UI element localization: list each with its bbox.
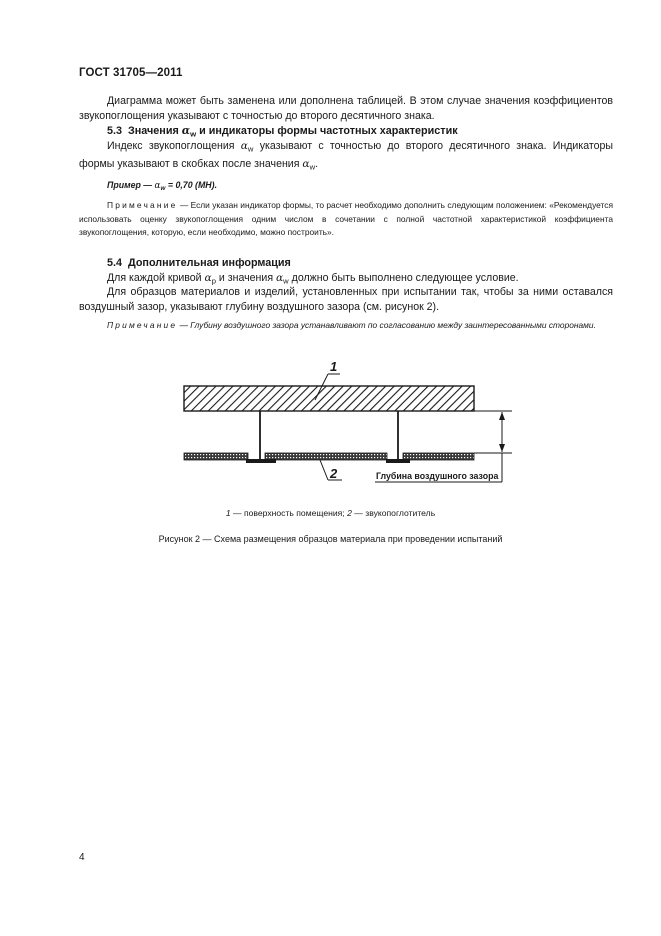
- heading-text: и индикаторы формы частотных характеристик: [199, 125, 458, 137]
- note-label: Примечание: [107, 200, 178, 210]
- absorber-segment: [265, 453, 387, 460]
- absorber-segment: [403, 453, 474, 460]
- section-number: 5.3: [107, 125, 123, 137]
- support-foot: [246, 459, 276, 463]
- alpha-subscript: w: [190, 129, 197, 139]
- alpha-symbol: α: [154, 181, 161, 191]
- support-foot: [386, 459, 410, 463]
- note-text: — Если указан индикатор формы, то расчет необходимо дополнить следующим положением: «Рекомендуется использовать оценку звукопоглощения одним числом в сочетании с полной частотной характеристикой коэффициента звукопоглощения, которую, если необходимо, можно построить».: [79, 200, 614, 237]
- arrow-down: [499, 444, 505, 452]
- label-2: 2: [330, 466, 338, 481]
- alpha-symbol: α: [204, 272, 212, 284]
- heading-text: Дополнительная информация: [128, 257, 291, 269]
- alpha-symbol: α: [240, 140, 248, 152]
- note-label: Примечание: [107, 320, 178, 330]
- note-air-gap: [79, 319, 613, 333]
- paragraph-air-gap: Для образцов материалов и изделий, установленных при испытании так, чтобы за ними оставался воздушный зазор, указывают глубину воздушного зазора (см. рисунок 2).: [79, 286, 613, 313]
- room-surface: [184, 386, 474, 411]
- note-text: — Глубину воздушного зазора устанавливают по согласованию между заинтересованными сторонами.: [179, 320, 596, 330]
- leader-line-2: [320, 460, 328, 480]
- page-number: 4: [79, 852, 85, 863]
- section-5-4-heading: [107, 257, 291, 269]
- figure-2-diagram: [170, 355, 530, 490]
- paragraph-absorption-index: Индекс звукопоглощения $\alpha_w$ указывают с точностью до второго десятичного знака. Индикаторы формы указывают в скобках после значения $\alpha_w$.: [79, 140, 613, 172]
- section-number: 5.4: [107, 257, 123, 269]
- figure-caption: Рисунок 2 — Схема размещения образцов материала при проведении испытаний: [158, 534, 503, 544]
- alpha-symbol: α: [276, 272, 284, 284]
- alpha-symbol: α: [181, 124, 191, 137]
- absorber-segment: [184, 453, 248, 460]
- figure-legend: 1 — поверхность помещения; 2 — звукопоглотитель: [225, 508, 436, 518]
- document-header: ГОСТ 31705—2011: [79, 67, 183, 79]
- section-5-3-heading: [107, 124, 458, 139]
- heading-text: Значения: [128, 125, 179, 137]
- paragraph-condition: Для каждой кривой $\alpha_p$ и значения $\alpha_w$ должно быть выполнено следующее условие.: [107, 272, 519, 286]
- paragraph-diagram-note: Диаграмма может быть заменена или дополнена таблицей. В этом случае значения коэффициентов звукопоглощения указывают с точностью до второго десятичного знака.: [79, 95, 613, 122]
- alpha-symbol: α: [302, 157, 310, 170]
- example-line: Пример — $\alpha_w = 0,70$ (MH).: [107, 180, 218, 193]
- arrow-up: [499, 412, 505, 420]
- depth-label: Глубина воздушного зазора: [376, 471, 499, 481]
- note-shape-indicator: [79, 199, 613, 240]
- label-1: 1: [330, 359, 338, 374]
